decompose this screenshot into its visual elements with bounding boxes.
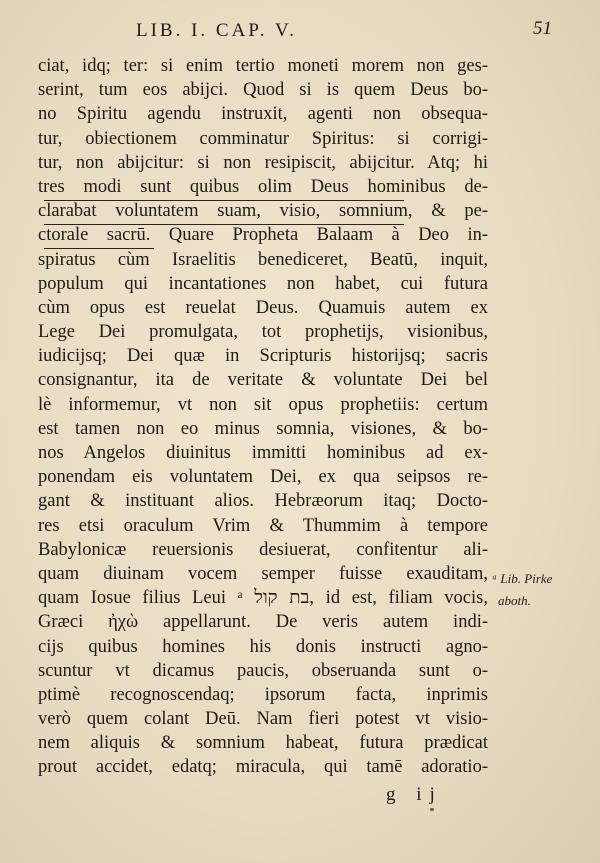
text-line: ponendam eis voluntatem Dei, ex qua seipsos re- bbox=[38, 467, 488, 488]
text-line: clarabat voluntatem suam, visio, somnium, & pe- bbox=[38, 201, 488, 222]
text-line: scuntur vt dicamus paucis, obseruanda sunt o- bbox=[38, 660, 488, 681]
text-line: tres modi sunt quibus olim Deus hominibus de- bbox=[38, 176, 488, 197]
text-line: Græci ἠχὼ appellarunt. De veris autem indi- bbox=[38, 612, 488, 633]
text-line: quam diuinam vocem semper fuisse exauditam, bbox=[38, 563, 488, 584]
text-line: iudicijsq; Dei quæ in Scripturis historijsq; sacris bbox=[38, 346, 488, 367]
text-line: cùm opus est reuelat Deus. Quamuis autem ex bbox=[38, 297, 488, 318]
catchword: g ij bbox=[386, 784, 443, 805]
text-line: lè informemur, vt non sit opus prophetiis: certum bbox=[38, 394, 488, 415]
text-line: Lege Dei promulgata, tot prophetijs, visionibus, bbox=[38, 322, 488, 343]
text-line: ciat, idq; ter: si enim tertio moneti morem non ges- bbox=[38, 56, 488, 76]
folio-number: 51 bbox=[533, 18, 552, 39]
text-line: ptimè recognoscendaq; ipsorum facta, inprimis bbox=[38, 684, 488, 705]
strikethrough-line bbox=[44, 248, 154, 249]
text-line: prout accidet, edatq; miracula, qui tamē adoratio- bbox=[38, 757, 488, 778]
text-line: spiratus cùm Israelitis benediceret, Beatū, inquit, bbox=[38, 249, 488, 270]
text-line: cijs quibus homines his donis instructi agno- bbox=[38, 636, 488, 657]
ink-mark bbox=[430, 808, 434, 811]
text-line: nos Angelos diuinitus immitti hominibus ad ex- bbox=[38, 443, 488, 463]
strikethrough-line bbox=[44, 200, 404, 201]
text-line: consignantur, ita de veritate & voluntate Dei bel bbox=[38, 370, 488, 391]
margin-note-line: aboth. bbox=[498, 593, 531, 608]
text-line: est tamen non eo minus somnia, visiones, & bo- bbox=[38, 418, 488, 439]
strikethrough-line bbox=[44, 224, 404, 225]
body-text bbox=[38, 54, 488, 780]
running-head: LIB. I. CAP. V. bbox=[136, 20, 297, 41]
text-line: res etsi oraculum Vrim & Thummim à tempore bbox=[38, 515, 488, 536]
text-line: gant & instituant alios. Hebræorum itaq; Docto- bbox=[38, 491, 488, 512]
text-line: quam Iosue filius Leui ᵃ בת קול, id est, filiam vocis, bbox=[38, 588, 488, 609]
text-line: tur, non abijcitur: si non resipiscit, abijcitur. Atq; hi bbox=[38, 152, 488, 173]
margin-note-line: ᵃ Lib. Pirke bbox=[492, 571, 553, 586]
text-line: serint, tum eos abijci. Quod si is quem Deus bo- bbox=[38, 80, 488, 101]
text-line: ctorale sacrū. Quare Propheta Balaam à Deo in- bbox=[38, 225, 488, 246]
text-line: tur, obiectionem comminatur Spiritus: si corrigi- bbox=[38, 128, 488, 149]
text-line: populum qui incantationes non habet, cui futura bbox=[38, 273, 488, 294]
text-line: Babylonicæ reuersionis desiuerat, confitentur ali- bbox=[38, 539, 488, 560]
page-header bbox=[40, 20, 560, 50]
text-line: verò quem colant Deū. Nam fieri potest vt visio- bbox=[38, 709, 488, 730]
margin-note bbox=[492, 568, 552, 612]
text-line: no Spiritu agendu instruxit, agenti non obsequa- bbox=[38, 104, 488, 125]
text-line: nem aliquis & somnium habeat, futura prædicat bbox=[38, 733, 488, 754]
